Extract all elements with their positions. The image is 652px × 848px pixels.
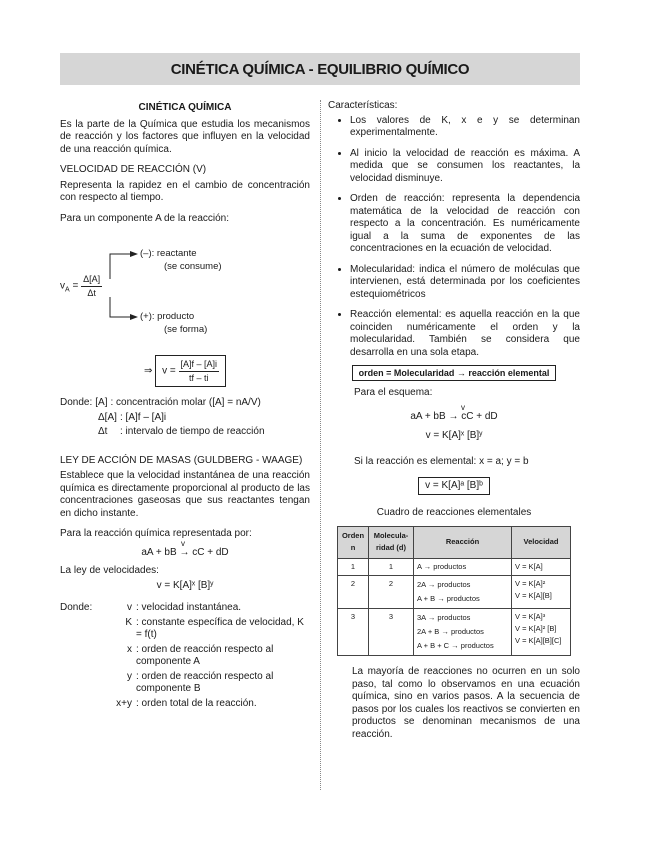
section-title-cinetica: CINÉTICA QUÍMICA <box>138 102 232 113</box>
component-intro: Para un componente A de la reacción: <box>60 212 230 224</box>
list-item: • Orden de reacción: representa la dependencia matemática de la velocidad de reacción con respecto a la concentración. Es numéricamente igual a la suma de exponentes de las concentraciones en la ecuación de velocidad. <box>350 193 580 256</box>
reactant-note: (se consume) <box>164 260 222 272</box>
rate-expression-diagram <box>60 229 310 349</box>
law-term: K <box>125 616 132 628</box>
right-column <box>328 100 580 749</box>
law-term: v <box>127 602 132 613</box>
rule-box <box>328 367 580 381</box>
law-term: y <box>127 670 132 682</box>
elemental-equation-wrap <box>328 477 580 496</box>
table-header: Reacción <box>414 526 512 558</box>
law-term: x+y <box>116 697 132 709</box>
donde-label: Donde: <box>60 602 93 613</box>
table-cell: V = K[A]² V = K[A][B] <box>512 576 571 609</box>
law-definition-row <box>60 617 310 642</box>
reactant-sign: (–): <box>140 248 155 259</box>
boxed-denominator: tf – ti <box>189 372 209 383</box>
cinetica-definition: Es la parte de la Química que estudia los mecanismos de reacción y los factores que influyen en la velocidad de una reacción química. <box>60 118 310 155</box>
product-note: (se forma) <box>164 323 208 335</box>
table-header: Orden n <box>338 526 369 558</box>
characteristics-list <box>328 115 580 360</box>
elemental-condition: Si la reacción es elemental: x = a; y = b <box>354 456 529 467</box>
table-header: Velocidad <box>512 526 571 558</box>
product-label-group <box>140 311 207 336</box>
reaction-intro: Para la reacción química representada por: <box>60 528 252 539</box>
table-row <box>338 576 571 609</box>
law-desc: : orden de reacción respecto al componente B <box>136 670 274 694</box>
def-desc: : intervalo de tiempo de reacción <box>120 426 265 437</box>
law-desc: : velocidad instantánea. <box>136 602 242 613</box>
rate-fraction <box>81 273 102 299</box>
product-sign: (+): <box>140 311 155 322</box>
ley-definition: Establece que la velocidad instantánea de una reacción química es directamente proporcional al producto de las concentraciones gaseosas que sus reactantes tengan en dicho instante. <box>60 470 310 519</box>
rate-symbol: v <box>60 280 65 292</box>
closing-paragraph: La mayoría de reacciones no ocurren en un solo paso, tal como lo observamos en una ecuación química, sino en varios pasos. A la secuencia de pasos por los cuales los reactivos se convierten en productos se denominan mecanismos de una reacción. <box>352 666 580 740</box>
velocidad-definition: Representa la rapidez en el cambio de concentración con respecto al tiempo. <box>60 179 310 203</box>
law-desc: : constante específica de velocidad, K = f(t) <box>136 616 304 640</box>
reactant-label: reactante <box>156 248 197 259</box>
table-cell: 1 <box>369 558 414 576</box>
scheme-equation <box>328 403 580 424</box>
rate-numerator: Δ[A] <box>81 273 102 287</box>
rule-text: orden = Molecularidad → reacción elemental <box>352 365 557 381</box>
list-item: • Reacción elemental: es aquella reacción en la que coinciden numéricamente el orden y la molecularidad. También se considera que desarrolla en una sola etapa. <box>350 309 580 359</box>
def-term: Δ[A] <box>98 411 117 423</box>
table-cell: 2A → productos A + B → productos <box>414 576 512 609</box>
def-desc: : concentración molar ([A] = nA/V) <box>110 397 261 408</box>
characteristics-title: Características: <box>328 100 398 111</box>
scheme-law: v = K[A]ˣ [B]ʸ <box>425 429 483 441</box>
table-cell: 3 <box>338 609 369 656</box>
list-item: • Al inicio la velocidad de reacción es máxima. A medida que se consumen los reactantes, la velocidad disminuye. <box>350 148 580 186</box>
def-term: [A] <box>95 397 108 408</box>
definition-row <box>60 397 310 410</box>
law-definition-row <box>60 644 310 669</box>
table-row <box>338 558 571 576</box>
reaction-arrow-label: v <box>181 538 185 548</box>
left-column <box>60 100 310 712</box>
table-cell: 3 <box>369 609 414 656</box>
rate-formula-box: v = $\frac{[A]f - [A]i}{tf - ti}$ <box>155 355 226 387</box>
law-desc: : orden total de la reacción. <box>136 697 257 709</box>
definition-row <box>60 412 310 425</box>
scheme-arrow-label: v <box>461 403 465 412</box>
reactions-table <box>337 526 571 657</box>
law-intro: La ley de velocidades: <box>60 565 159 576</box>
law-definition-row <box>60 698 310 711</box>
def-term: Δt <box>98 426 108 437</box>
table-cell: 2 <box>338 576 369 609</box>
page-title: CINÉTICA QUÍMICA - EQUILIBRIO QUÍMICO <box>60 53 580 85</box>
scheme-eq-text: aA + bB → cC + dD <box>410 411 498 422</box>
table-cell: A → productos <box>414 558 512 576</box>
section-title-ley: LEY DE ACCIÓN DE MASAS (GULDBERG - WAAGE) <box>60 454 303 466</box>
table-cell: 2 <box>369 576 414 609</box>
definition-row <box>60 426 310 439</box>
law-definition-row <box>60 602 310 615</box>
rate-denominator: Δt <box>87 287 96 298</box>
donde-label: Donde: <box>60 397 93 408</box>
list-item: • Molecularidad: indica el número de moléculas que intervienen, está determinada por los coeficientes estequiométricos <box>350 264 580 302</box>
boxed-rate-symbol: v <box>162 365 168 377</box>
table-cell: 1 <box>338 558 369 576</box>
table-row <box>338 609 571 656</box>
implies-arrow: ⇒ <box>143 365 153 377</box>
list-item: • Los valores de K, x e y se determinan experimentalmente. <box>350 115 580 140</box>
def-desc: : [A]f – [A]i <box>120 411 167 423</box>
boxed-numerator: [A]f – [A]i <box>179 358 220 372</box>
section-title-velocidad: VELOCIDAD DE REACCIÓN (V) <box>60 164 207 175</box>
table-title: Cuadro de reacciones elementales <box>376 507 532 518</box>
table-cell: V = K[A]³ V = K[A]² [B] V = K[A][B][C] <box>512 609 571 656</box>
reaction-eq-text: aA + bB → cC + dD <box>141 546 229 558</box>
elemental-equation: v = K[A]ᵃ [B]ᵇ <box>418 477 490 496</box>
scheme-intro: Para el esquema: <box>354 386 433 398</box>
rate-equals: = <box>72 280 79 292</box>
law-definition-row <box>60 671 310 696</box>
column-divider <box>320 100 321 790</box>
law-term: x <box>127 643 132 655</box>
boxed-fraction <box>179 358 220 384</box>
table-cell: 3A → productos 2A + B → productos A + B + C → productos <box>414 609 512 656</box>
boxed-rate-equation <box>60 355 310 387</box>
table-header-row <box>338 526 571 558</box>
rate-definition <box>60 273 102 299</box>
table-cell: V = K[A] <box>512 558 571 576</box>
law-equation: v = K[A]ˣ [B]ʸ <box>156 579 214 591</box>
law-desc: : orden de reacción respecto al componente A <box>136 643 274 667</box>
rate-subscript: A <box>65 286 70 294</box>
table-header: Molecula-ridad (d) <box>369 526 414 558</box>
reactant-label-group <box>140 248 222 273</box>
product-label: producto <box>157 311 195 322</box>
reaction-equation <box>60 538 310 560</box>
